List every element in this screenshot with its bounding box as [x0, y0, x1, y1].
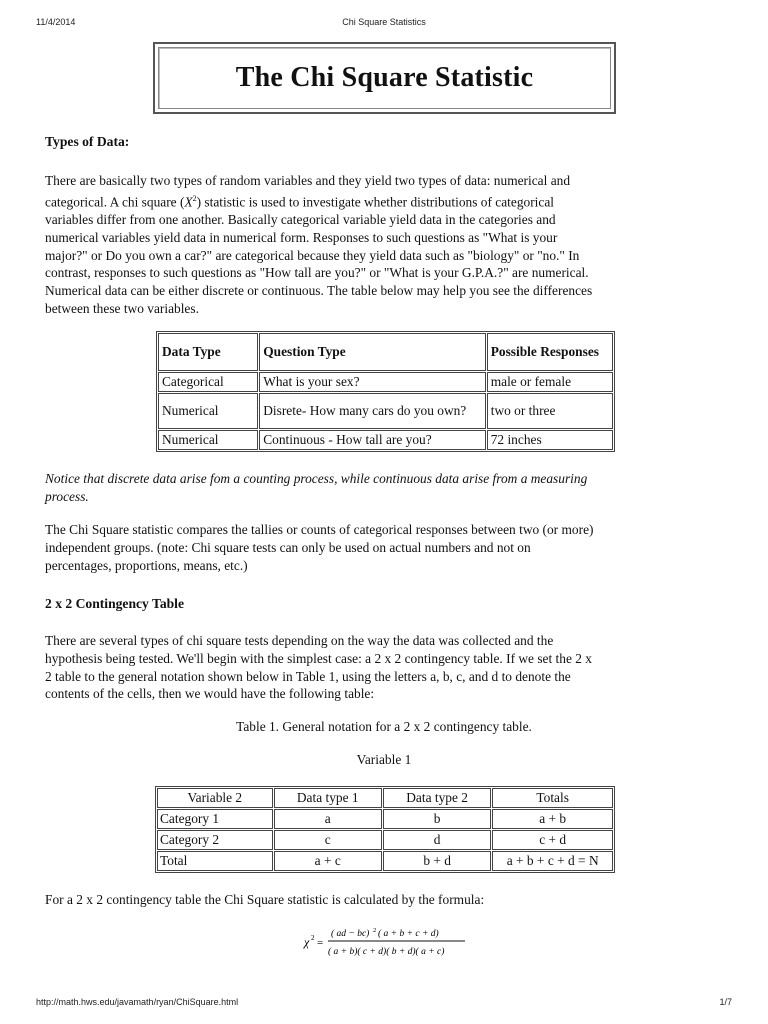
table-cell: c + d — [492, 830, 613, 850]
table-header-cell: Data type 1 — [274, 788, 382, 808]
print-header-title: Chi Square Statistics — [342, 17, 426, 27]
contingency-line: contents of the cells, then we would have the following table: — [45, 686, 375, 702]
table-header-cell: Possible Responses — [487, 333, 613, 371]
table-cell: Category 1 — [157, 809, 273, 829]
print-footer-url: http://math.hws.edu/javamath/ryan/ChiSquare.html — [36, 997, 239, 1007]
table-cell: a + b — [492, 809, 613, 829]
contingency-line: There are several types of chi square tests depending on the way the data was collected and the — [45, 633, 554, 648]
table-header-cell: Data Type — [158, 333, 258, 371]
table-cell: two or three — [487, 393, 613, 429]
table-cell: a + b + c + d = N — [492, 851, 613, 871]
formula-lhs: χ — [304, 935, 310, 949]
chi-symbol: X — [184, 194, 193, 210]
formula-equals: = — [317, 937, 324, 949]
chi-compare-paragraph — [45, 521, 725, 574]
table-cell: Numerical — [158, 393, 258, 429]
intro-line — [45, 190, 725, 211]
table-cell: Category 2 — [157, 830, 273, 850]
formula-numerator-sup: 2 — [373, 927, 377, 934]
table-cell: 72 inches — [487, 430, 613, 450]
table-cell: c — [274, 830, 382, 850]
table-header-row — [157, 788, 613, 808]
table-cell: What is your sex? — [259, 372, 486, 392]
table-header-cell: Data type 2 — [383, 788, 491, 808]
table-header-cell: Question Type — [259, 333, 486, 371]
table-cell: b + d — [383, 851, 491, 871]
intro-line: There are basically two types of random variables and they yield two types of data: numerical and — [45, 173, 571, 188]
contingency-table — [155, 786, 615, 873]
table-cell: Disrete- How many cars do you own? — [259, 393, 486, 429]
contingency-paragraph — [45, 632, 725, 703]
table1-caption: Table 1. General notation for a 2 x 2 contingency table. — [236, 719, 532, 734]
print-footer-page: 1/7 — [719, 997, 732, 1007]
table-cell: a + c — [274, 851, 382, 871]
table-row — [158, 393, 613, 429]
table-row — [157, 830, 613, 850]
intro-line: variables differ from one another. Basically categorical variable yield data in the categories and — [45, 212, 556, 228]
print-header-date: 11/4/2014 — [36, 17, 76, 27]
table-cell: Categorical — [158, 372, 258, 392]
formula-denominator: ( a + b)( c + d)( b + d)( a + c) — [328, 947, 445, 957]
table-cell: b — [383, 809, 491, 829]
chi-square-formula — [303, 924, 473, 960]
chi-compare-line: percentages, proportions, means, etc.) — [45, 557, 248, 573]
table-cell: Continuous - How tall are you? — [259, 430, 486, 450]
table-header-row — [158, 333, 613, 371]
intro-paragraph — [45, 172, 725, 318]
intro-line: major?" or Do you own a car?" are categorical because they yield data such as "biology" or "no." In — [45, 247, 580, 263]
formula-intro: For a 2 x 2 contingency table the Chi Square statistic is calculated by the formula: — [45, 892, 485, 907]
notice-paragraph — [45, 470, 725, 506]
title-box-inner — [158, 47, 611, 109]
table-header-cell: Totals — [492, 788, 613, 808]
table-cell: a — [274, 809, 382, 829]
table-row — [157, 809, 613, 829]
chi-compare-line: independent groups. (note: Chi square tests can only be used on actual numbers and not on — [45, 539, 531, 555]
table-row — [158, 430, 613, 450]
formula-numerator: ( ad − bc) — [331, 929, 370, 939]
table-cell: Total — [157, 851, 273, 871]
table-header-cell: Variable 2 — [157, 788, 273, 808]
table-cell: Numerical — [158, 430, 258, 450]
title-box — [153, 42, 616, 114]
contingency-heading: 2 x 2 Contingency Table — [45, 596, 184, 611]
contingency-line: hypothesis being tested. We'll begin with the simplest case: a 2 x 2 contingency table. If we set the 2 x — [45, 650, 593, 666]
intro-line: Numerical data can be either discrete or continuous. The table below may help you see the differences — [45, 283, 593, 299]
intro-text: categorical. A chi square ( — [45, 194, 185, 210]
page-title: The Chi Square Statistic — [235, 62, 534, 93]
notice-line: Notice that discrete data arise fom a counting process, while continuous data arise from a measuring — [45, 471, 588, 486]
contingency-line: 2 table to the general notation shown below in Table 1, using the letters a, b, c, and d to denote the — [45, 668, 571, 684]
intro-text: ) statistic is used to investigate whether distributions of categorical — [196, 194, 554, 210]
table-row — [158, 372, 613, 392]
intro-line: between these two variables. — [45, 301, 199, 317]
chi-superscript: 2 — [192, 193, 197, 203]
formula-numerator-tail: ( a + b + c + d) — [378, 929, 439, 939]
intro-line: numerical variables yield data in numerical form. Responses to such questions as "What is your — [45, 229, 558, 245]
formula-lhs-sup: 2 — [311, 934, 315, 942]
notice-line: process. — [45, 488, 89, 504]
intro-line: contrast, responses to such questions as "How tall are you?" or "What is your G.P.A.?" are numerical. — [45, 265, 589, 281]
data-types-table — [156, 331, 615, 452]
table-cell: d — [383, 830, 491, 850]
types-of-data-heading: Types of Data: — [45, 134, 130, 149]
variable1-label: Variable 1 — [356, 752, 412, 767]
table-row — [157, 851, 613, 871]
chi-compare-line: The Chi Square statistic compares the tallies or counts of categorical responses between two (or more) — [45, 522, 594, 537]
table-cell: male or female — [487, 372, 613, 392]
